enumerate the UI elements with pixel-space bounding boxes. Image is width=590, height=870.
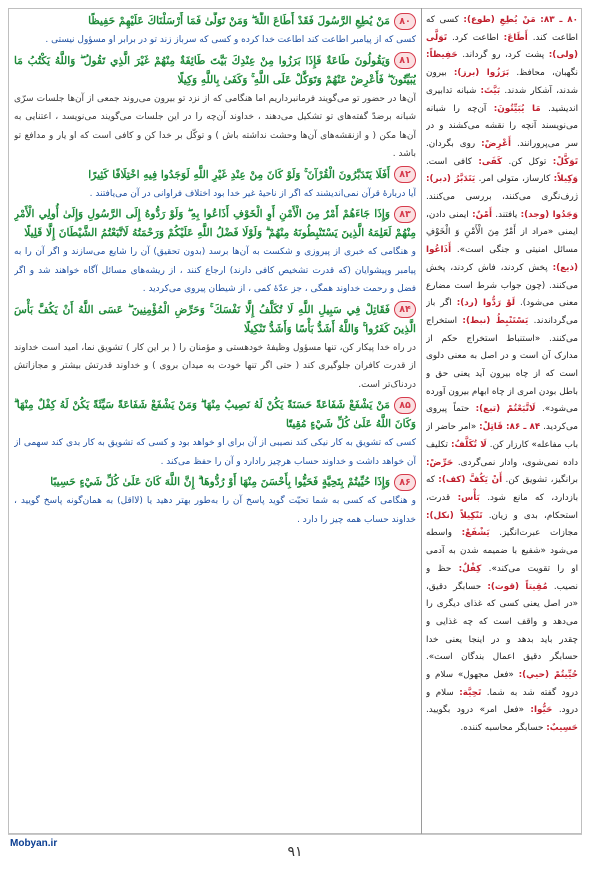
verse-block xyxy=(14,52,416,164)
glossary-term: حُيِّيتُمْ (حيي): xyxy=(518,670,578,681)
glossary-definition: نگهبان، محافظ. xyxy=(516,68,578,79)
verse-translation: آیا دربارهٔ قرآن نمی‌اندیشند که اگر از ناحیهٔ غیر خدا بود اختلاف فراوانی در آن می‌یافتند . xyxy=(89,188,416,199)
main-text-column xyxy=(14,12,416,830)
glossary-term: تَنْكِيلاً (نكل): xyxy=(426,510,483,521)
glossary-definition: آن‌چه را شبانه می‌نویسند آنچه را نقشه می‌کشند و در سر می‌پرورانند. xyxy=(426,103,578,149)
page-number: ۹۱ xyxy=(287,844,303,860)
glossary-definition: برانگیز، تشویق کن. xyxy=(505,475,578,486)
glossary-entry xyxy=(502,157,578,167)
glossary-term: أَطَاعَ: xyxy=(503,32,528,43)
glossary-term: حَسِيبٌ: xyxy=(546,723,578,734)
verse-number-badge: ۸۵ xyxy=(394,397,416,414)
glossary-term: لَاتَّبَعْتُمْ (تبع): xyxy=(475,404,536,415)
verse-text: أَفَلَا يَتَدَبَّرُونَ الْقُرْآنَ ۚ وَلَوْ كَانَ مِنْ عِنْدِ غَيْرِ اللَّهِ لَوَجَدُوا فِيهِ اخْتِلَافًا كَثِيرًا xyxy=(88,168,390,181)
glossary-definition: اطاعت کرد. xyxy=(451,32,499,43)
glossary-definition: بیرون شدند، آشکار شدند. xyxy=(426,68,578,96)
glossary-term: وَجَدُوا (وجد): xyxy=(520,209,578,220)
glossary-entry xyxy=(426,157,502,167)
glossary-entry xyxy=(426,316,578,415)
verse-arabic xyxy=(14,205,416,243)
glossary-entry xyxy=(447,33,528,43)
glossary-term: مَا يُبَيِّتُونَ: xyxy=(493,103,541,114)
verse-number-badge: ۸۶ xyxy=(394,474,416,491)
glossary-term: بَأْس: xyxy=(457,492,480,503)
verse-translation: آن‌ها در حضور تو می‌گویند فرمانبرداریم اما هنگامی که از نزد تو بیرون می‌روند جمعی از آن‌ها جلسات سرّی شبانه برضدّ گفته‌های تو تشکیل می‌دهند ، خداوند آن‌چه را در این جلسات می‌گویند می‌نویسد ، اعتنایی به آن‌ها مکن ( و ازنقشه‌های آن‌ها وحشت نداشته باش ) و توکّل بر خدا کن و کافی است که او یار و مدافع تو باشد . xyxy=(14,93,416,159)
verse-number-badge: ۸۱ xyxy=(394,52,416,69)
verse-number-badge: ۸۳ xyxy=(394,206,416,223)
verse-block xyxy=(14,166,416,204)
glossary-entry xyxy=(426,139,511,149)
verse-translation: در راه خدا پیکار کن، تنها مسؤول وظیفهٔ خودهستی و مؤمنان را ( بر این کار ) تشویق نما، امید است خداوند از قدرت کافران جلوگیری کند ( حتی اگر تنها خودت به میدان بروی ) و خداوند قدرتش بیشتر و مجازاتش دردناک‌تر است. xyxy=(14,342,416,390)
glossary-definition: حسابگر دقیق، «در اصل یعنی کسی که غذای دیگری را می‌دهد و واقف است که چه غذایی و چقدر باید بدهد و در اینجا یعنی خدا حسابگر دقیق اعمال بندگان است». xyxy=(426,581,578,663)
glossary-term: تَوَلَّى (ولی): xyxy=(426,32,578,61)
glossary-definition: حتماً پیروی می‌کردید. xyxy=(426,404,578,433)
glossary-term: تَحِيَّة: xyxy=(459,687,482,698)
glossary-definition: یافتند. xyxy=(495,209,518,220)
glossary-term: يَتَدَبَّرُ (دبر): xyxy=(426,174,476,185)
glossary-entry xyxy=(426,582,578,663)
verse-arabic xyxy=(14,473,416,492)
site-watermark[interactable]: Mobyan.ir xyxy=(10,838,58,849)
glossary-term: بَرَزُوا (برز): xyxy=(453,68,510,79)
verse-text: مَنْ يُطِعِ الرَّسُولَ فَقَدْ أَطَاعَ اللَّهَ ۖ وَمَنْ تَوَلَّىٰ فَمَا أَرْسَلْنَاكَ عَلَيْهِمْ حَفِيظًا xyxy=(88,15,390,27)
glossary-definition: مجازات عبرت‌انگیز. xyxy=(499,528,578,539)
verse-block xyxy=(14,301,416,395)
footer-divider xyxy=(8,834,582,835)
verse-text: مَنْ يَشْفَعْ شَفَاعَةً حَسَنَةً يَكُنْ لَهُ نَصِيبٌ مِنْهَا ۖ وَمَنْ يَشْفَعْ شَفَاعَةً سَيِّئَةً يَكُنْ لَهُ كِفْلٌ مِنْهَا ۗ وَكَانَ اللَّهُ عَلَىٰ كُلِّ شَيْءٍ مُقِيتًا xyxy=(14,399,416,430)
verse-arabic xyxy=(14,52,416,90)
glossary-term: كِفْلٌ: xyxy=(458,563,482,574)
glossary-definition: شبانه تدابیری اندیشید. xyxy=(426,85,578,114)
glossary-term: كَفَى: xyxy=(478,156,503,167)
verse-number-badge: ۸۲ xyxy=(394,166,416,183)
glossary-definition: توکل کن. xyxy=(508,156,547,167)
glossary-definition: کافی است. xyxy=(426,156,472,167)
verse-translation: کسی که تشویق به کار نیکی کند نصیبی از آن برای او خواهد بود و کسی که تشویق به کار بدی کند سهمی از آن خواهد داشت و خداوند حساب هرچیز رادارد و آن را حفظ می‌کند . xyxy=(14,438,416,467)
glossary-term: مُقِيتاً (قوت): xyxy=(487,581,548,592)
glossary-definition: پخش کردند، فاش کردند، پخش می‌کنند. (چون جواب شرط است مضارع معنی می‌شود). xyxy=(426,262,578,309)
glossary-column xyxy=(426,12,578,830)
glossary-definition: کسی که اطاعت کند. xyxy=(426,15,578,43)
glossary-entry xyxy=(492,210,578,220)
glossary-term: تَوَكَّلْ: xyxy=(552,156,578,167)
glossary-definition: تکلیف داده نمی‌شوی، وادار نمی‌گردی. xyxy=(426,439,578,468)
verse-block xyxy=(14,473,416,529)
verse-block xyxy=(14,396,416,471)
verse-number-badge: ۸۴ xyxy=(394,301,416,318)
glossary-term: ۸۴ ـ ۸۶: قَاتِلْ: xyxy=(479,422,541,433)
glossary-definition: اگر باز می‌گرداندند. xyxy=(426,298,578,326)
verse-block xyxy=(14,205,416,299)
glossary-definition: ایمنی دادن، ایمنی «مراد از أَمْرٌ مِنَ الْأَمْنِ وَ الْخَوْفِ مسائل امنیتی و جنگی است». xyxy=(426,209,578,256)
glossary-definition: سلام و درود. xyxy=(426,687,578,716)
glossary-term: لَا تُكَلَّفُ: xyxy=(450,439,487,450)
verse-text: وَإِذَا جَاءَهُمْ أَمْرٌ مِنَ الْأَمْنِ أَوِ الْخَوْفِ أَذَاعُوا بِهِ ۖ وَلَوْ رَدُّوهُ إِلَى الرَّسُولِ وَإِلَىٰ أُولِي الْأَمْرِ مِنْهُمْ لَعَلِمَهُ الَّذِينَ يَسْتَنْبِطُونَهُ مِنْهُمْ ۗ وَلَوْلَا فَضْلُ اللَّهِ عَلَيْكُمْ وَرَحْمَتُهُ لَاتَّبَعْتُمُ الشَّيْطَانَ إِلَّا قَلِيلًا xyxy=(14,208,416,239)
glossary-definition: واسطه می‌شود «شفیع با ضمیمه شدن به آدمی او را تقویت می‌کند». xyxy=(426,528,578,574)
glossary-definition: قدرت، استحکام، بدی و زیان. xyxy=(426,492,578,521)
verse-translation: کسی که از پیامبر اطاعت کند اطاعت خدا کرده و کسی که سرباز زند تو در برابر او مسؤول نیستی . xyxy=(45,35,416,45)
verse-translation: و هنگامی که خبری از پیروزی و شکست به آن‌ها برسد (بدون تحقیق) آن را شایع می‌سازند و اگر آن را به پیامبر وپیشوایان (که قدرت تشخیص کافی دارند) ارجاع کنند ، از ریشه‌های مسائل آگاه خواهند شد و اگر فضل و رحمت خداوند همگی ، جز عدّهٔ کمی ، از شیطان پیروی می‌کردید . xyxy=(14,247,416,294)
glossary-term: يَشْفَعْ: xyxy=(461,528,490,539)
glossary-term: أَذَاعُوا (ذيع): xyxy=(426,245,578,273)
glossary-definition: کارساز، متولی امر. xyxy=(478,174,551,185)
glossary-definition: روی بگردان. xyxy=(426,138,476,149)
glossary-term: أَنْ يَكُفَّ (كف): xyxy=(438,475,503,486)
verse-arabic xyxy=(14,166,416,185)
glossary-definition: «فعل امر» درود بگویید. xyxy=(426,705,524,716)
verse-translation: و هنگامی که کسی به شما تحیّت گوید پاسخ آن را به‌طور بهتر دهید یا (لااقل) به همان‌گونه پاسخ گویید ، خداوند حساب همه چیز را دارد . xyxy=(14,496,416,525)
glossary-heading: ۸۰ ـ ۸۳: xyxy=(540,15,578,25)
glossary-term: وَكِيلاً: xyxy=(553,174,578,185)
column-divider xyxy=(421,8,422,834)
glossary-term: أَمْنٌ: xyxy=(472,209,493,220)
glossary-entry xyxy=(475,174,578,184)
glossary-definition: ژرف‌نگری می‌کنند، بررسی می‌کنند. xyxy=(426,192,578,203)
verse-text: فَقَاتِلْ فِي سَبِيلِ اللَّهِ لَا تُكَلَّفُ إِلَّا نَفْسَكَ ۚ وَحَرِّضِ الْمُؤْمِنِينَ ۖ عَسَى اللَّهُ أَنْ يَكُفَّ بَأْسَ الَّذِينَ كَفَرُوا ۚ وَاللَّهُ أَشَدُّ بَأْسًا وَأَشَدُّ تَنْكِيلًا xyxy=(14,303,416,335)
verse-text: وَإِذَا حُيِّيتُمْ بِتَحِيَّةٍ فَحَيُّوا بِأَحْسَنَ مِنْهَا أَوْ رُدُّوهَا ۗ إِنَّ اللَّهَ كَانَ عَلَىٰ كُلِّ شَيْءٍ حَسِيبًا xyxy=(50,476,390,488)
verse-number-badge: ۸۰ xyxy=(394,13,416,30)
glossary-term: مَنْ يُطِعِ (طوع): xyxy=(463,15,536,25)
glossary-term: يَسْتَنْبِطُ (نبط): xyxy=(462,315,529,326)
glossary-definition: «امر حاضر از باب مفاعله» کارزار کن. xyxy=(426,422,578,450)
glossary-term: حَيُّوا: xyxy=(530,705,553,716)
verse-block xyxy=(14,12,416,50)
verse-text: وَيَقُولُونَ طَاعَةٌ فَإِذَا بَرَزُوا مِنْ عِنْدِكَ بَيَّتَ طَائِفَةٌ مِنْهُمْ غَيْرَ الَّذِي تَقُولُ ۖ وَاللَّهُ يَكْتُبُ مَا يُبَيِّتُونَ ۖ فَأَعْرِضْ عَنْهُمْ وَتَوَكَّلْ عَلَى اللَّهِ ۚ وَكَفَىٰ بِاللَّهِ وَكِيلًا xyxy=(14,54,416,86)
glossary-definition: حظ و نصیب. xyxy=(426,563,578,592)
glossary-definition: پشت کرد، رو گرداند. xyxy=(462,50,545,61)
glossary-term: بَيَّتَ: xyxy=(480,85,501,96)
glossary-term: حَفِيظاً: xyxy=(426,50,458,61)
verse-arabic xyxy=(14,12,416,31)
glossary-definition: حسابگر محاسبه کننده. xyxy=(460,723,544,734)
glossary-definition: «فعل مجهول» سلام و درود گفته شد به شما. xyxy=(426,670,578,698)
glossary-definition: استخراج می‌کنند. «استنباط استخراج حکم از مدارک آن است و در اصل به معنی دلوی است که از چاه بیرون آید یعنی حق و باطل بودن امری از چاه ابهام بیرون آورده می‌شود». xyxy=(426,315,578,415)
glossary-term: لَوْ رَدُّوا (رد): xyxy=(456,298,516,309)
glossary-entry xyxy=(460,723,578,733)
glossary-definition: که بازدارد، که مانع شود. xyxy=(426,475,578,503)
verse-arabic xyxy=(14,301,416,339)
glossary-term: أَعْرِضْ: xyxy=(481,138,511,149)
verse-arabic xyxy=(14,396,416,434)
glossary-term: حَرِّضْ: xyxy=(426,457,454,468)
glossary-entry xyxy=(426,705,552,715)
